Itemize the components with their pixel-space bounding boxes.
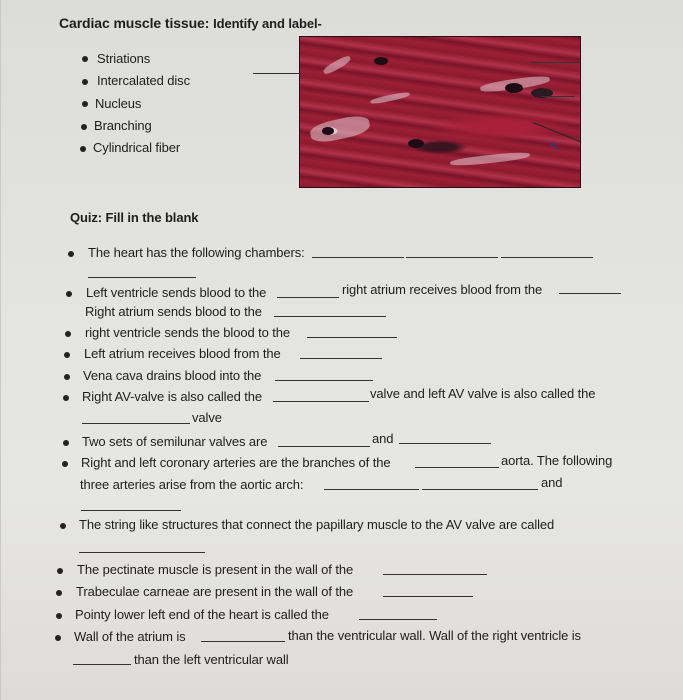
question-trabeculae: Trabeculae carneae are present in the wall of the bbox=[76, 584, 354, 599]
answer-blank[interactable] bbox=[307, 337, 397, 338]
question-aortic-arch-and: and bbox=[541, 475, 563, 490]
question-wall-ventricle: than the ventricular wall. Wall of the right ventricle is bbox=[288, 628, 581, 643]
bullet-icon bbox=[65, 331, 71, 337]
bullet-icon bbox=[63, 440, 69, 446]
question-left-atrium: Left atrium receives blood from the bbox=[84, 346, 281, 361]
bullet-icon bbox=[82, 56, 88, 62]
answer-blank[interactable] bbox=[501, 257, 593, 258]
answer-blank[interactable] bbox=[273, 401, 369, 402]
label-item-branching: Branching bbox=[94, 118, 152, 133]
question-semilunar: Two sets of semilunar valves are bbox=[82, 434, 268, 449]
question-chordae: The string like structures that connect the papillary muscle to the AV valve are called bbox=[79, 517, 555, 532]
pointer-line bbox=[253, 73, 301, 74]
question-right-atrium-receives: right atrium receives blood from the bbox=[342, 282, 543, 297]
answer-blank[interactable] bbox=[359, 619, 437, 620]
pointer-line bbox=[531, 62, 579, 63]
answer-blank[interactable] bbox=[324, 489, 419, 490]
question-pectinate: The pectinate muscle is present in the wall of the bbox=[77, 562, 354, 577]
question-right-atrium-sends: Right atrium sends blood to the bbox=[85, 304, 262, 319]
question-chambers: The heart has the following chambers: bbox=[88, 245, 305, 260]
bullet-icon bbox=[56, 613, 62, 619]
bullet-icon bbox=[57, 568, 63, 574]
question-wall-left-ventricle: than the left ventricular wall bbox=[134, 652, 289, 667]
question-wall-atrium: Wall of the atrium is bbox=[74, 629, 186, 644]
arrow-icon: ↖ bbox=[549, 138, 561, 154]
answer-blank[interactable] bbox=[278, 446, 370, 447]
question-vena-cava: Vena cava drains blood into the bbox=[83, 368, 262, 383]
title-rest: Identify and label- bbox=[213, 16, 322, 31]
bullet-icon bbox=[60, 523, 66, 529]
answer-blank[interactable] bbox=[201, 641, 285, 642]
title-bold: Cardiac muscle tissue: bbox=[59, 15, 210, 31]
answer-blank[interactable] bbox=[274, 316, 386, 317]
answer-blank[interactable] bbox=[559, 293, 621, 294]
bullet-icon bbox=[64, 374, 70, 380]
question-valve-suffix: valve bbox=[192, 410, 222, 425]
answer-blank[interactable] bbox=[406, 257, 498, 258]
bullet-icon bbox=[81, 124, 87, 130]
cardiac-muscle-micrograph bbox=[299, 36, 581, 188]
bullet-icon bbox=[64, 352, 70, 358]
bullet-icon bbox=[62, 461, 68, 467]
answer-blank[interactable] bbox=[88, 277, 196, 278]
label-item-nucleus: Nucleus bbox=[95, 96, 142, 111]
question-aortic-arch: three arteries arise from the aortic arch: bbox=[80, 477, 304, 492]
pointer-line bbox=[541, 96, 575, 97]
question-coronary: Right and left coronary arteries are the branches of the bbox=[81, 455, 391, 470]
bullet-icon bbox=[80, 146, 86, 152]
answer-blank[interactable] bbox=[300, 358, 382, 359]
question-left-ventricle: Left ventricle sends blood to the bbox=[86, 285, 267, 300]
answer-blank[interactable] bbox=[383, 596, 473, 597]
question-coronary-aorta: aorta. The following bbox=[501, 453, 613, 468]
question-semilunar-and: and bbox=[372, 431, 394, 446]
bullet-icon bbox=[82, 79, 88, 85]
answer-blank[interactable] bbox=[383, 574, 487, 575]
bullet-icon bbox=[82, 101, 88, 107]
bullet-icon bbox=[63, 395, 69, 401]
bullet-icon bbox=[66, 291, 72, 297]
answer-blank[interactable] bbox=[82, 423, 190, 424]
label-item-striations: Striations bbox=[97, 51, 151, 66]
bullet-icon bbox=[56, 590, 62, 596]
label-item-cylindrical-fiber: Cylindrical fiber bbox=[93, 140, 181, 155]
answer-blank[interactable] bbox=[79, 552, 205, 553]
bullet-icon bbox=[55, 635, 61, 641]
page-title bbox=[59, 15, 322, 31]
label-item-intercalated-disc: Intercalated disc bbox=[97, 73, 190, 88]
answer-blank[interactable] bbox=[312, 257, 404, 258]
question-apex: Pointy lower left end of the heart is called the bbox=[75, 607, 329, 622]
answer-blank[interactable] bbox=[275, 380, 373, 381]
answer-blank[interactable] bbox=[422, 489, 538, 490]
question-right-ventricle: right ventricle sends the blood to the bbox=[85, 325, 291, 340]
answer-blank[interactable] bbox=[277, 297, 339, 298]
answer-blank[interactable] bbox=[399, 443, 491, 444]
answer-blank[interactable] bbox=[81, 510, 181, 511]
answer-blank[interactable] bbox=[73, 664, 131, 665]
answer-blank[interactable] bbox=[415, 467, 499, 468]
quiz-title: Quiz: Fill in the blank bbox=[70, 210, 199, 225]
question-left-av-valve: valve and left AV valve is also called the bbox=[370, 386, 596, 401]
bullet-icon bbox=[68, 251, 74, 257]
question-right-av-valve: Right AV-valve is also called the bbox=[82, 389, 263, 404]
